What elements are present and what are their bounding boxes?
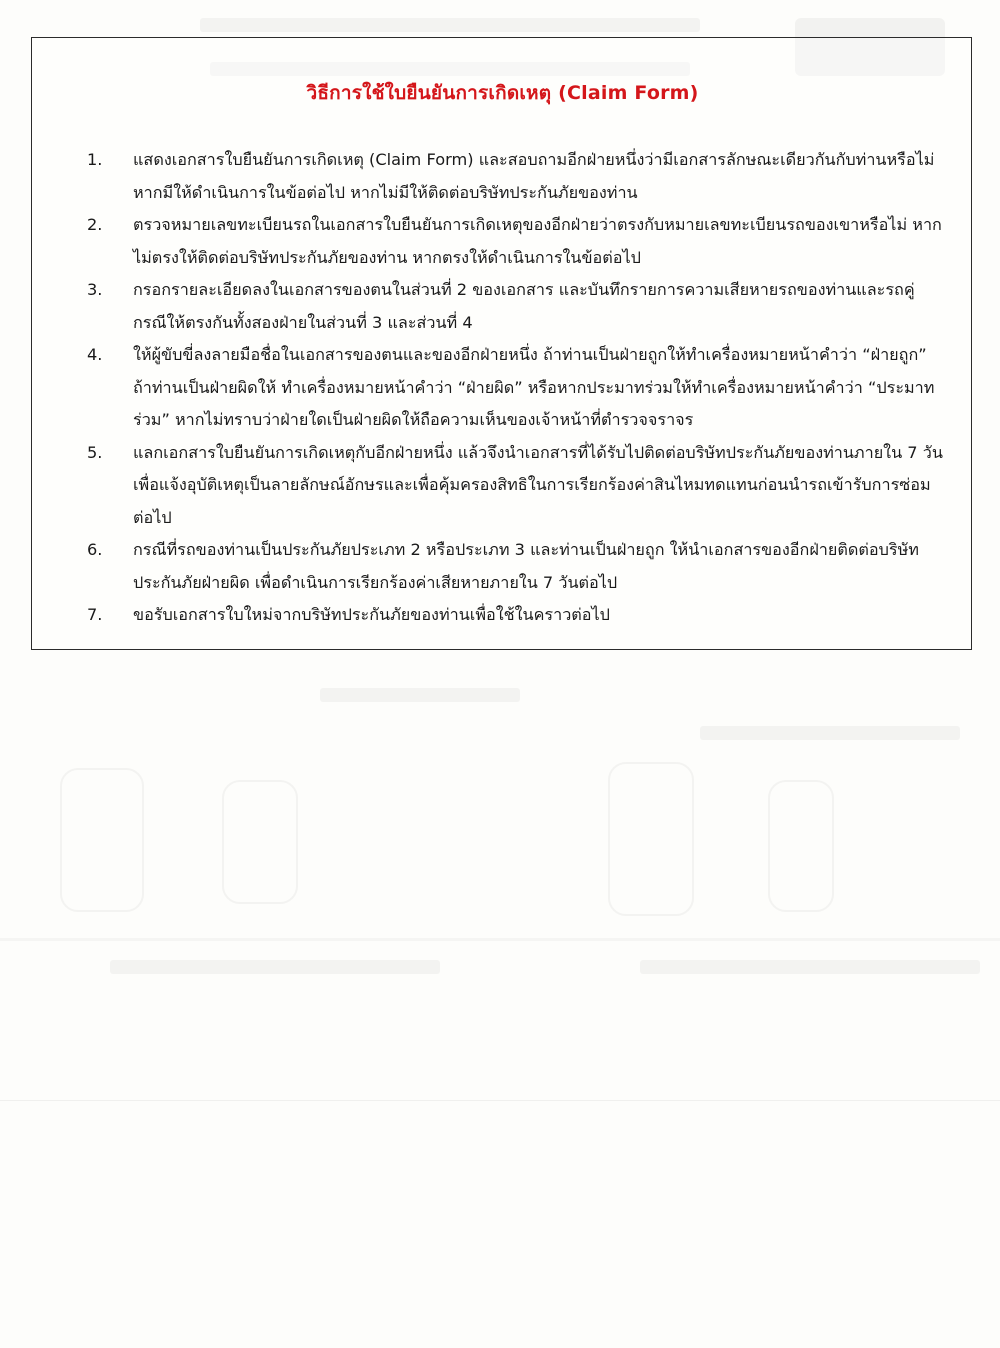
list-item — [87, 339, 947, 437]
step-text: แลกเอกสารใบยืนยันการเกิดเหตุกับอีกฝ่ายหนึ่ง แล้วจึงนำเอกสารที่ได้รับไปติดต่อบริษัทประกันภัยของท่านภายใน 7 วัน เพื่อแจ้งอุบัติเหตุเป็นลายลักษณ์อักษรและเพื่อคุ้มครองสิทธิในการเรียกร้องค่าสินไหมทดแทนก่อนนำรถเข้ารับการซ่อมต่อไป — [133, 442, 943, 527]
step-number: 3. — [87, 280, 103, 299]
bleed-through-car-outline — [222, 780, 298, 904]
step-number: 5. — [87, 442, 103, 462]
step-number: 1. — [87, 150, 103, 169]
bleed-through-text — [200, 18, 700, 32]
paper-fold-line — [0, 1100, 1000, 1101]
instruction-list — [87, 144, 947, 632]
bleed-through-text — [320, 688, 520, 702]
bleed-through-text — [110, 960, 440, 974]
instructions-box — [31, 37, 972, 650]
list-item — [87, 534, 947, 599]
step-text: แสดงเอกสารใบยืนยันการเกิดเหตุ (Claim Form) และสอบถามอีกฝ่ายหนึ่งว่ามีเอกสารลักษณะเดียวกันกับท่านหรือไม่ หากมีให้ดำเนินการในข้อต่อไป หากไม่มีให้ติดต่อบริษัทประกันภัยของท่าน — [133, 150, 935, 202]
list-item — [87, 599, 947, 632]
page-title: วิธีการใช้ใบยืนยันการเกิดเหตุ (Claim Form) — [306, 82, 699, 104]
step-text: ตรวจหมายเลขทะเบียนรถในเอกสารใบยืนยันการเกิดเหตุของอีกฝ่ายว่าตรงกับหมายเลขทะเบียนรถของเขาหรือไม่ หากไม่ตรงให้ติดต่อบริษัทประกันภัยของท่าน หากตรงให้ดำเนินการในข้อต่อไป — [133, 215, 942, 267]
bleed-through-car-outline — [608, 762, 694, 916]
step-number: 4. — [87, 345, 103, 364]
step-number: 7. — [87, 605, 103, 624]
bleed-through-text — [640, 960, 980, 974]
bleed-through-car-outline — [60, 768, 144, 912]
bleed-through-car-outline — [768, 780, 834, 912]
step-text: กรณีที่รถของท่านเป็นประกันภัยประเภท 2 หรือประเภท 3 และท่านเป็นฝ่ายถูก ให้นำเอกสารของอีกฝ่ายติดต่อบริษัทประกันภัยฝ่ายผิด เพื่อดำเนินการเรียกร้องค่าเสียหายภายใน 7 วันต่อไป — [133, 540, 919, 592]
list-item — [87, 144, 947, 209]
list-item — [87, 437, 947, 535]
step-number: 2. — [87, 215, 103, 234]
step-text: ให้ผู้ขับขี่ลงลายมือชื่อในเอกสารของตนและของอีกฝ่ายหนึ่ง ถ้าท่านเป็นฝ่ายถูกให้ทำเครื่องหมายหน้าคำว่า “ฝ่ายถูก” ถ้าท่านเป็นฝ่ายผิดให้ ทำเครื่องหมายหน้าคำว่า “ฝ่ายผิด” หรือหากประมาทร่วมให้ทำเครื่องหมายหน้าคำว่า “ประมาทร่วม” หากไม่ทราบว่าฝ่ายใดเป็นฝ่ายผิดให้ถือความเห็นของเจ้าหน้าที่ตำรวจจราจร — [133, 345, 935, 429]
list-item — [87, 274, 947, 339]
step-number: 6. — [87, 540, 103, 559]
bleed-through-rule — [0, 938, 1000, 941]
bleed-through-text — [700, 726, 960, 740]
list-item — [87, 209, 947, 274]
step-text: ขอรับเอกสารใบใหม่จากบริษัทประกันภัยของท่านเพื่อใช้ในคราวต่อไป — [133, 605, 610, 624]
step-text: กรอกรายละเอียดลงในเอกสารของตนในส่วนที่ 2 ของเอกสาร และบันทึกรายการความเสียหายรถของท่านและรถคู่กรณีให้ตรงกันทั้งสองฝ่ายในส่วนที่ 3 และส่วนที่ 4 — [133, 280, 915, 332]
